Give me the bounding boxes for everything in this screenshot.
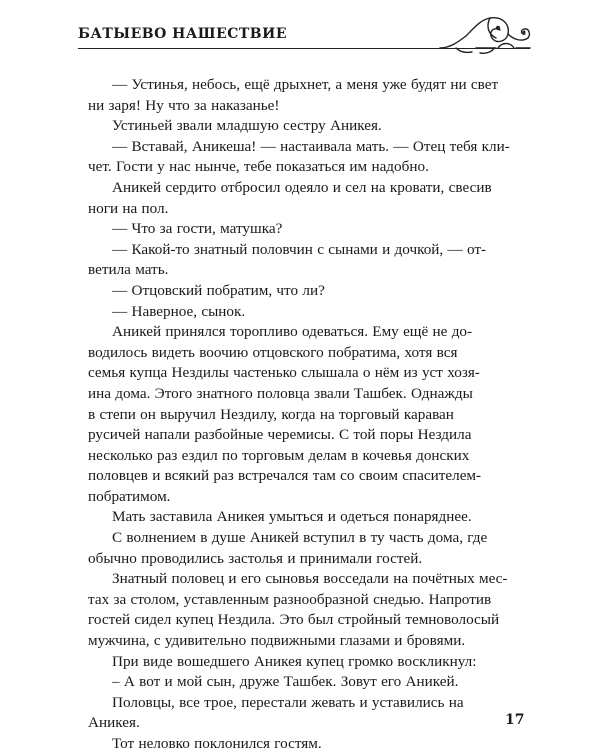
paragraph: — Какой-то знатный половчин с сынами и дочкой, — от- ветила мать. — [88, 240, 487, 279]
paragraph: — Наверное, сынок. — [112, 302, 246, 320]
paragraph: Мать заставила Аникея умыться и одеться понаряднее. — [112, 508, 472, 526]
running-title: БАТЫЕВО НАШЕСТВИЕ — [78, 26, 288, 42]
paragraph: Устиньей звали младшую сестру Аникея. — [112, 117, 382, 135]
paragraph: При виде вошедшего Аникея купец громко воскликнул: — [112, 652, 477, 670]
page-header — [78, 12, 530, 58]
paragraph: Аникей принялся торопливо одеваться. Ему ещё не до- водилось видеть воочию отцовского побратима, хотя вся семья купца Нездилы частенько слышала о нём из уст хозя- ина дома. Этого знатного половца звали Ташбек. Однажды в степи он выручил Нездилу, когда на торговый караван русичей напали разбойные черемисы. С той поры Нездила несколько раз ездил по торговым делам в кочевья донских половцев и всякий раз встречался там со своим спасителем- побратимом. — [88, 323, 482, 505]
paragraph: Знатный половец и его сыновья восседали на почётных мес- тах за столом, уставленным разнообразной снедью. Напротив гостей сидел купец Нездила. Это был стройный темноволосый мужчина, с удивительно подвижными глазами и бровями. — [88, 570, 508, 650]
paragraph: Тот неловко поклонился гостям. — [112, 735, 322, 752]
paragraph: – А вот и мой сын, друже Ташбек. Зовут его Аникей. — [112, 673, 459, 691]
paragraph: — Отцовский побратим, что ли? — [112, 281, 325, 299]
paragraph: — Устинья, небось, ещё дрыхнет, а меня уже будят ни свет ни заря! Ну что за наказанье! — [88, 76, 499, 114]
paragraph: Половцы, все трое, перестали жевать и уставились на Аникея. — [88, 693, 464, 732]
paragraph: — Что за гости, матушка? — [112, 220, 283, 238]
paragraph: С волнением в душе Аникей вступил в ту часть дома, где обычно проводились застолья и принимали гостей. — [88, 529, 488, 567]
paragraph: — Вставай, Аникеша! — настаивала мать. — Отец тебя кли- чет. Гости у нас нынче, тебе показаться им надобно. — [88, 137, 510, 176]
paragraph: Аникей сердито отбросил одеяло и сел на кровати, свесив ноги на пол. — [88, 178, 492, 217]
body-text — [88, 75, 530, 755]
swirl-ornament-icon — [436, 12, 532, 58]
page-number: 17 — [505, 712, 525, 728]
